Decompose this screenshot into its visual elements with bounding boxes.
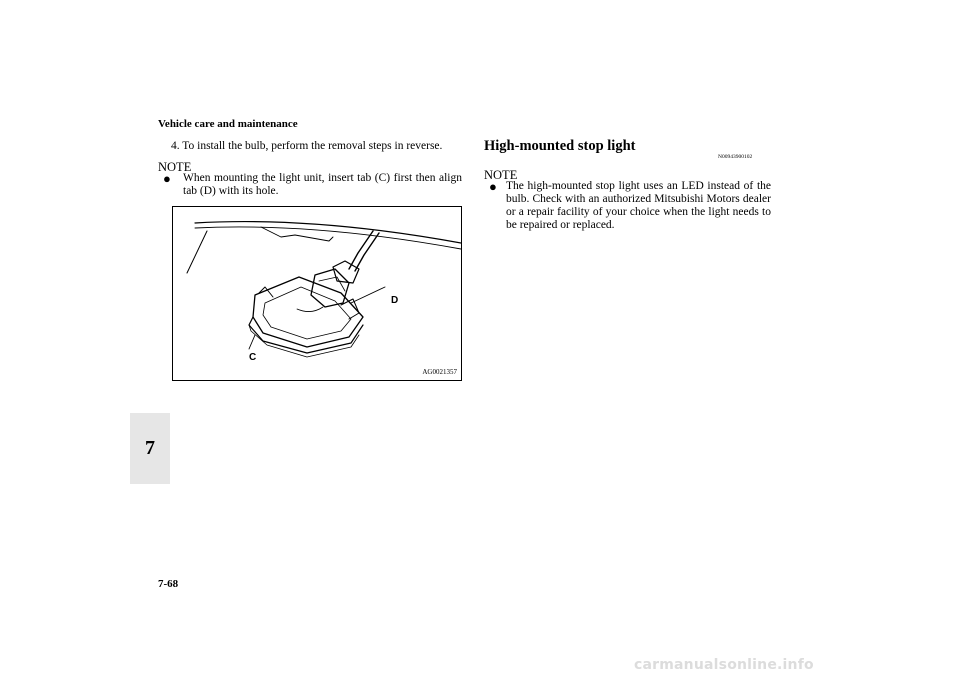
install-step-text: 4. To install the bulb, perform the removal steps in reverse. (171, 140, 443, 152)
note-text-right: The high-mounted stop light uses an LED instead of the bulb. Check with an authorized Mitsubishi Motors dealer or a repair facility of your choice when the light needs to be repaired or replaced. (506, 180, 771, 231)
bullet-icon: ● (489, 179, 497, 194)
chapter-tab-number: 7 (145, 437, 155, 459)
note-label-right: NOTE (484, 168, 518, 182)
chapter-tab (130, 413, 170, 484)
section-heading: High-mounted stop light (484, 138, 636, 154)
page-number: 7-68 (158, 578, 179, 590)
figure-code: AG0021357 (422, 368, 457, 376)
figure-label-d: D (391, 295, 399, 306)
section-header-title: Vehicle care and maintenance (158, 118, 298, 130)
figure-label-c: C (249, 352, 257, 363)
note-label-left: NOTE (158, 160, 192, 174)
license-plate-light-illustration (173, 207, 461, 380)
watermark-text: carmanualsonline.info (634, 657, 814, 673)
note-text-left: When mounting the light unit, insert tab (C) first then align tab (D) with its hole. (183, 172, 462, 197)
bullet-icon: ● (163, 171, 171, 186)
figure-license-plate-light (172, 206, 462, 381)
section-code: N00943900102 (718, 154, 753, 160)
